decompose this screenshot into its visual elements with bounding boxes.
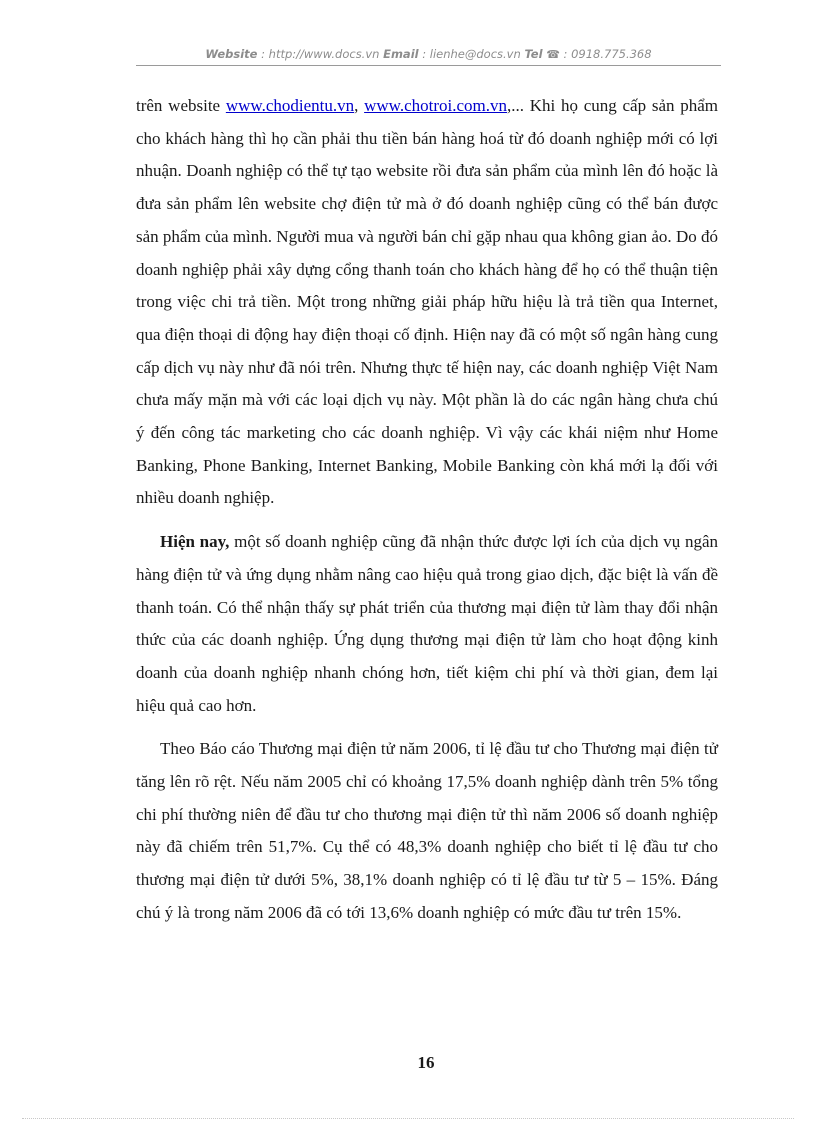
email-label: Email [383, 47, 419, 61]
link-separator: , [354, 96, 365, 115]
website-value: : http://www.docs.vn [257, 47, 384, 61]
paragraph-2-lead: Hiện nay, [160, 532, 230, 552]
paragraph-1 [136, 90, 718, 515]
link-chotroi[interactable]: www.chotroi.com.vn [364, 96, 508, 115]
page-header [136, 47, 721, 66]
paragraph-1-text: ,... Khi họ cung cấp sản phẩm cho khách hàng thì họ cần phải thu tiền bán hàng hoá từ đó doanh nghiệp mới có lợi nhuận. Doanh nghiệp có thể tự tạo website rồi đưa sản phẩm của mình lên đó hoặc là đưa sản phẩm lên website chợ điện tử mà ở đó doanh nghiệp cũng có thể bán được sản phẩm của mình. Người mua và người bán chỉ gặp nhau qua không gian ảo. Do đó doanh nghiệp phải xây dựng cổng thanh toán cho khách hàng để họ có thể thuận tiện trong việc chi trả tiền. Một trong những giải pháp hữu hiệu là trả tiền qua Internet, qua điện thoại di động hay điện thoại cố định. Hiện nay đã có một số ngân hàng cung cấp dịch vụ này như đã nói trên. Nhưng thực tế hiện nay, các doanh nghiệp Việt Nam chưa mấy mặn mà với các loại dịch vụ này. Một phần là do các ngân hàng chưa chú ý đến công tác marketing cho các doanh nghiệp. Vì vậy các khái niệm như Home Banking, Phone Banking, Internet Banking, Mobile Banking còn khá mới lạ đối với nhiều doanh nghiệp. [136, 96, 719, 508]
page-number: 16 [417, 1053, 435, 1072]
email-value: : lienhe@docs.vn [418, 47, 525, 61]
paragraph-3 [136, 733, 718, 929]
paragraph-2 [136, 526, 718, 722]
paragraph-1-prefix: trên website [136, 96, 226, 115]
document-body [136, 90, 718, 930]
link-chodientu[interactable]: www.chodientu.vn [225, 96, 355, 115]
tel-label: Tel [524, 47, 543, 61]
paragraph-2-text: một số doanh nghiệp cũng đã nhận thức được lợi ích của dịch vụ ngân hàng điện tử và ứng dụng nhằm nâng cao hiệu quả trong giao dịch, đặc biệt là vấn đề thanh toán. Có thể nhận thấy sự phát triển của thương mại điện tử làm thay đổi nhận thức của các doanh nghiệp. Ứng dụng thương mại điện tử làm cho hoạt động kinh doanh của doanh nghiệp nhanh chóng hơn, tiết kiệm chi phí và thời gian, đem lại hiệu quả cao hơn. [136, 532, 718, 715]
phone-icon: ☎ [546, 48, 560, 61]
footer-divider [22, 1118, 794, 1119]
website-label: Website [205, 47, 258, 61]
paragraph-3-text: Theo Báo cáo Thương mại điện tử năm 2006, tỉ lệ đầu tư cho Thương mại điện tử tăng lên rõ rệt. Nếu năm 2005 chỉ có khoảng 17,5% doanh nghiệp dành trên 5% tổng chi phí thường niên để đầu tư cho thương mại điện tử thì năm 2006 số doanh nghiệp này đã chiếm trên 51,7%. Cụ thể có 48,3% doanh nghiệp cho biết tỉ lệ đầu tư cho thương mại điện tử dưới 5%, 38,1% doanh nghiệp có tỉ lệ đầu tư từ 5 – 15%. Đáng chú ý là trong năm 2006 đã có tới 13,6% doanh nghiệp có mức đầu tư trên 15%. [136, 739, 718, 922]
tel-value: : 0918.775.368 [559, 47, 652, 61]
